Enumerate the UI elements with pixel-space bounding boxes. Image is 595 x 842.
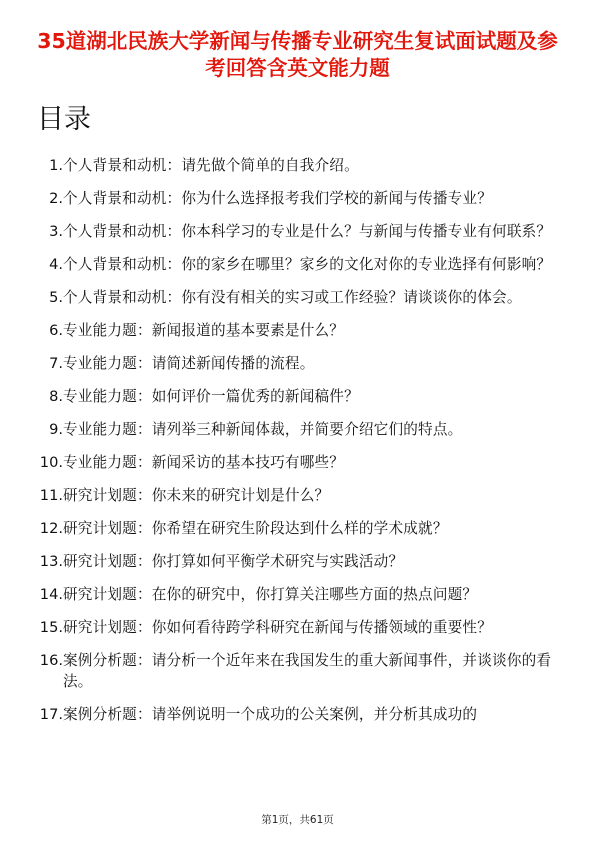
toc-item-text: 个人背景和动机：请先做个简单的自我介绍。 xyxy=(63,157,359,174)
document-title: 35道湖北民族大学新闻与传播专业研究生复试面试题及参考回答含英文能力题 xyxy=(37,29,558,80)
toc-item-text: 个人背景和动机：你的家乡在哪里？家乡的文化对你的专业选择有何影响？ xyxy=(63,256,552,273)
toc-item[interactable] xyxy=(30,486,565,507)
toc-item-number: 9. xyxy=(49,421,63,438)
toc-item[interactable] xyxy=(30,321,565,342)
toc-item-number: 11. xyxy=(39,487,63,504)
toc-item-number: 3. xyxy=(49,223,63,240)
toc-item-number: 2. xyxy=(49,190,63,207)
toc-item[interactable] xyxy=(30,453,565,474)
toc-item-text: 研究计划题：你未来的研究计划是什么？ xyxy=(63,487,330,504)
toc-item[interactable] xyxy=(30,618,565,639)
toc-item-text: 专业能力题：请简述新闻传播的流程。 xyxy=(63,355,315,372)
toc-item-text: 个人背景和动机：你为什么选择报考我们学校的新闻与传播专业？ xyxy=(63,190,493,207)
toc-item[interactable] xyxy=(30,420,565,441)
toc-item-number: 15. xyxy=(39,619,63,636)
toc-item-number: 1. xyxy=(49,157,63,174)
toc-item-text: 个人背景和动机：你本科学习的专业是什么？与新闻与传播专业有何联系？ xyxy=(63,223,552,240)
toc-item-text: 专业能力题：请列举三种新闻体裁，并简要介绍它们的特点。 xyxy=(63,421,463,438)
toc-item-text: 案例分析题：请举例说明一个成功的公关案例，并分析其成功的 xyxy=(63,705,478,723)
toc-item-text: 专业能力题：新闻报道的基本要素是什么？ xyxy=(63,322,345,339)
toc-item-text: 研究计划题：在你的研究中，你打算关注哪些方面的热点问题？ xyxy=(63,586,478,603)
toc-item-number: 17. xyxy=(39,705,63,723)
toc-item-number: 14. xyxy=(39,586,63,603)
toc-item[interactable] xyxy=(30,255,565,276)
toc-item-number: 16. xyxy=(39,652,63,669)
toc-item-text: 个人背景和动机：你有没有相关的实习或工作经验？请谈谈你的体会。 xyxy=(63,289,522,306)
toc-item[interactable] xyxy=(30,354,565,375)
page-footer: 第1页，共61页 xyxy=(261,814,334,826)
toc-item[interactable] xyxy=(30,585,565,606)
toc-item[interactable] xyxy=(30,189,565,210)
toc-item-number: 8. xyxy=(49,388,63,405)
toc-item-number: 10. xyxy=(39,454,63,471)
toc-item-number: 12. xyxy=(39,520,63,537)
toc-item-text: 研究计划题：你希望在研究生阶段达到什么样的学术成就？ xyxy=(63,520,448,537)
toc-item-text: 专业能力题：如何评价一篇优秀的新闻稿件？ xyxy=(63,388,359,405)
toc-list xyxy=(30,156,565,738)
toc-item[interactable] xyxy=(30,552,565,573)
toc-heading: 目录 xyxy=(37,104,91,135)
toc-item-text: 研究计划题：你如何看待跨学科研究在新闻与传播领域的重要性？ xyxy=(63,619,493,636)
toc-item-text: 案例分析题：请分析一个近年来在我国发生的重大新闻事件，并谈谈你的看法。 xyxy=(63,652,552,690)
toc-item-number: 13. xyxy=(39,553,63,570)
toc-item[interactable] xyxy=(30,705,565,726)
toc-item-number: 6. xyxy=(49,322,63,339)
toc-item-text: 专业能力题：新闻采访的基本技巧有哪些？ xyxy=(63,454,345,471)
toc-item-number: 5. xyxy=(49,289,63,306)
toc-item[interactable] xyxy=(30,222,565,243)
toc-item[interactable] xyxy=(30,288,565,309)
toc-item-text: 研究计划题：你打算如何平衡学术研究与实践活动？ xyxy=(63,553,404,570)
toc-item[interactable] xyxy=(30,156,565,177)
toc-item[interactable] xyxy=(30,387,565,408)
toc-item[interactable] xyxy=(30,651,565,692)
toc-item[interactable] xyxy=(30,519,565,540)
toc-item-number: 4. xyxy=(49,256,63,273)
toc-item-number: 7. xyxy=(49,355,63,372)
